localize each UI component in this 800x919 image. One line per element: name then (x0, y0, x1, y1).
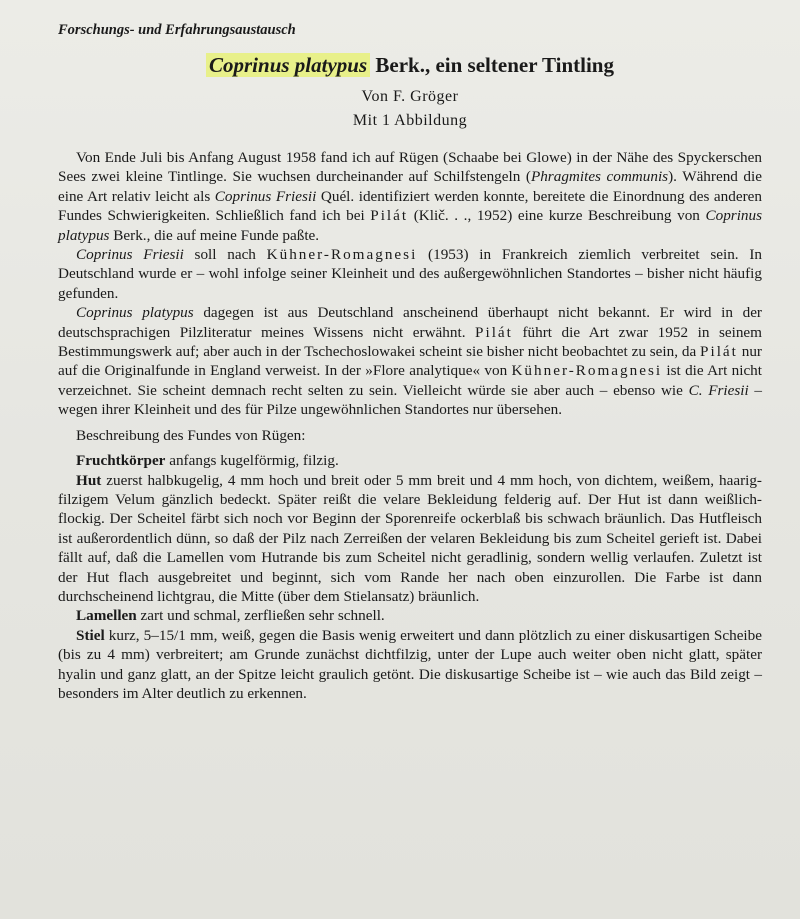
term: Lamellen (76, 607, 137, 625)
text: soll nach (183, 246, 267, 264)
paragraph-6 (58, 471, 762, 607)
text: Von Ende Juli bis Anfang August 1958 fand ich auf Rügen (Schaabe bei Glowe) in der Nähe des Spyckerschen Sees zwei kleine Tintlinge. Sie wuchsen durcheinander auf Schilfstengeln ( (58, 149, 762, 186)
text: dagegen ist aus Deutschland anscheinend überhaupt nicht bekannt. Er wird in der deutschsprachigen Pilzliteratur meines Wissens nicht erwähnt. (58, 304, 762, 341)
text: zuerst halbkugelig, 4 mm hoch und breit oder 5 mm breit und 4 mm hoch, von dichtem, weißem, haarig-filzigem Velum gänzlich bedeckt. Später reißt die velare Bekleidung felderig auf. Der Hut ist dann weißlich-flockig. Der Scheitel färbt sich noch vor Beginn der Sporenreife ockerblaß bis schwach bräunlich. Das Hutfleisch ist außerordentlich dünn, so daß der Pilz nach Zerreißen der velaren Bekleidung bis zum Scheitel gerieft ist. Dabei fällt auf, daß die Lamellen vom Hutrande bis zum Scheitel nicht geradlinig, sondern wellig verlaufen. Zuletzt ist der Hut flach ausgebreitet und beginnt, sich vom Rande her nach oben einzurollen. Die Farbe ist dann durchscheinend lichtgrau, die Mitte (über dem Stielansatz) bräunlich. (58, 471, 762, 605)
species-name: Coprinus Friesii (76, 246, 184, 264)
title-rest: Berk., ein seltener Tintling (375, 53, 614, 77)
paragraph-5 (58, 451, 762, 470)
paragraph-2 (58, 245, 762, 303)
species-name: Coprinus Friesii (214, 187, 317, 205)
text: nur auf die Originalfunde in England verweist. In der »Flore analytique« von (58, 343, 762, 380)
article-title (58, 53, 762, 78)
paragraph-8 (58, 626, 762, 704)
species-name: Coprinus platypus (58, 207, 763, 244)
paragraph-4: Beschreibung des Fundes von Rügen: (76, 426, 306, 444)
author-name: Pilát (370, 207, 409, 225)
paragraph-7 (58, 606, 762, 625)
term: Hut (76, 471, 102, 489)
text: führt die Art zwar 1952 in seinem Bestimmungswerk auf; aber auch in der Tschechoslowakei scheint sie bisher nicht beobachtet zu sein, da (58, 323, 762, 361)
text: ist die Art nicht verzeichnet. Sie scheint demnach recht selten zu sein. Vielleicht würde sie aber auch – ebenso wie (58, 362, 762, 399)
author-name: Kühner-Romagnesi (511, 362, 663, 380)
section-label: Forschungs- und Erfahrungsaustausch (58, 22, 296, 38)
text: anfangs kugelförmig, filzig. (165, 452, 339, 470)
term: Stiel (76, 626, 105, 644)
figure-note: Mit 1 Abbildung (352, 112, 468, 129)
author-name: Pilát (700, 343, 738, 361)
author-name: Pilát (475, 323, 513, 341)
author-line: Von F. Gröger (361, 88, 459, 105)
text: Quél. identifiziert werden konnte, bereitete die Einordnung des anderen Fundes Schwierigkeiten. Schließlich fand ich bei (58, 187, 762, 225)
species-name: C. Friesii (688, 381, 749, 399)
text: (Klič. . ., 1952) eine kurze Beschreibung von (408, 207, 706, 225)
paragraph-1 (58, 148, 762, 245)
species-name: Phragmites communis (530, 168, 669, 186)
title-species-highlight: Coprinus platypus (206, 53, 370, 77)
text: zart und schmal, zerfließen sehr schnell. (136, 607, 385, 625)
term: Fruchtkörper (76, 452, 166, 470)
text: Berk., die auf meine Funde paßte. (109, 226, 320, 244)
paragraph-3 (58, 303, 762, 419)
text: – wegen ihrer Kleinheit und des für Pilze ungewöhnlichen Standortes nur übersehen. (58, 381, 762, 419)
text: ). Während die eine Art relativ leicht als (58, 168, 762, 205)
species-name: Coprinus platypus (76, 304, 194, 322)
text: kurz, 5–15/1 mm, weiß, gegen die Basis wenig erweitert und dann plötzlich zu einer diskusartigen Scheibe (bis zu 4 mm) verbreitert; am Grunde zunächst dichtfilzig, unter der Lupe auch weiter oben nicht glatt, später hyalin und ganz glatt, an der Spitze leicht graulich getönt. Die diskusartige Scheibe ist – wie auch das Bild zeigt – besonders im Alter deutlich zu erkennen. (58, 626, 762, 702)
text: (1953) in Frankreich ziemlich verbreitet sein. In Deutschland wurde er – wohl infolge seiner Kleinheit und des außergewöhnlichen Standortes – bisher nicht häufig gefunden. (58, 246, 762, 302)
author-name: Kühner-Romagnesi (266, 246, 418, 264)
